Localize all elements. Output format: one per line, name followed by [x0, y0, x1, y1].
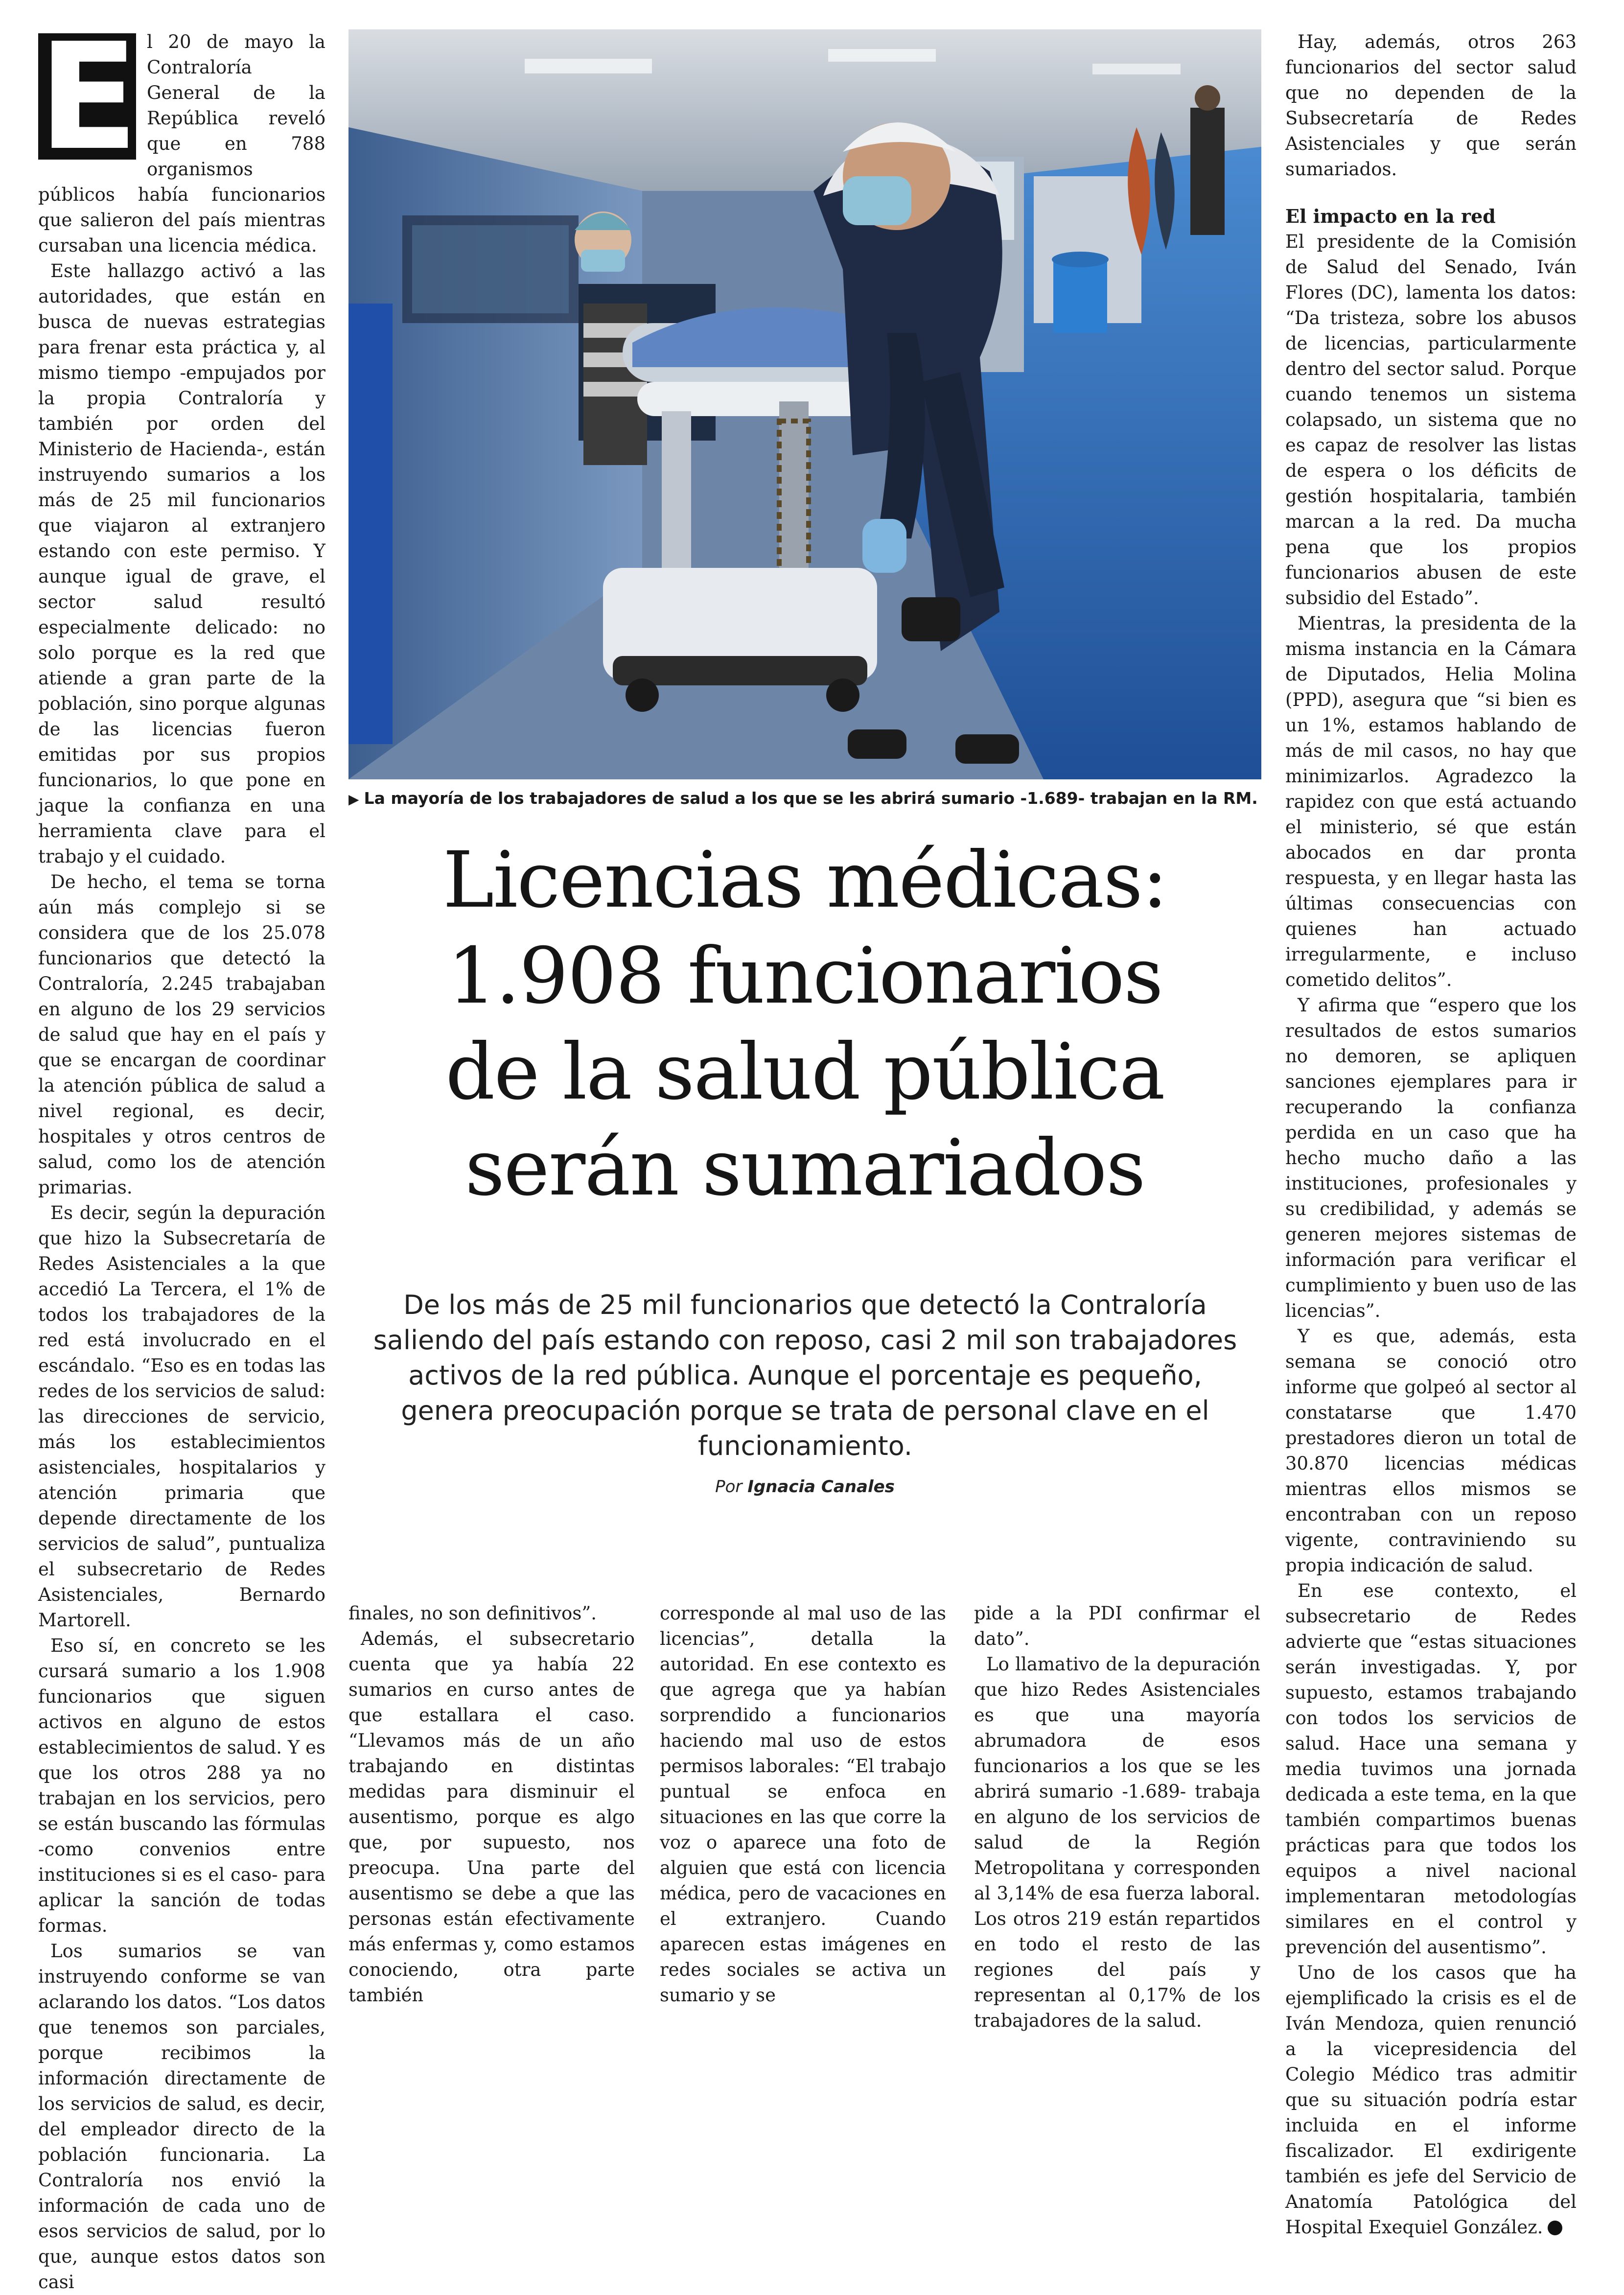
- deck-line: De los más de 25 mil funcionarios que detectó la Contraloría: [403, 1289, 1207, 1320]
- article-paragraph: Es decir, según la depuración que hizo la Subsecretaría de Redes Asistenciales a la que accedió La Tercera, el 1% de todos los trabajadores de la red está involucrado en el escándalo. “Eso es en todas las redes de los servicios de salud: las direcciones de servicio, más los establecimientos asistenciales, hospitalarios y atención primaria que depende directamente de los servicios de salud”, puntualiza el subsecretario de Redes Asistenciales, Bernardo Martorell.: [38, 1202, 325, 1631]
- article-paragraph: Mientras, la presidenta de la misma instancia en la Cámara de Diputados, Helia Molina (PPD), asegura que “si bien es un 1%, estamos hablando de más de mil casos, no hay que minimizarlos. Agradezco la rapidez con que está actuando el ministerio, sé que están abocados en dar pronta respuesta, y en llegar hasta las últimas consecuencias con quienes han actuado irregularmente, e incluso cometido delitos”.: [1285, 613, 1577, 990]
- article-paragraph: De hecho, el tema se torna aún más complejo si se considera que de los 25.078 funcionarios que detectó la Contraloría, 2.245 trabajaban en alguno de los 29 servicios de salud que hay en el país y que se encargan de coordinar la atención pública de salud a nivel regional, es decir, hospitales y otros centros de salud, como los de atención primarias.: [38, 871, 325, 1198]
- article-paragraph: Lo llamativo de la depuración que hizo Redes Asistenciales es que una mayoría abrumadora de esos funcionarios a los que se les abrirá sumario -1.689- trabaja en alguno de los servicios de salud de la Región Metropolitana y corresponden al 3,14% de esa fuerza laboral. Los otros 219 están repartidos en todo el resto de las regiones del país y representan al 0,17% de los trabajadores de la salud.: [974, 1654, 1260, 2031]
- deck-line: saliendo del país estando con reposo, casi 2 mil son trabajadores: [373, 1325, 1237, 1356]
- article-paragraph: corresponde al mal uso de las licencias”, detalla la autoridad. En ese contexto es que agrega que ya habían sorprendido a funcionarios haciendo mal uso de estos permisos laborales: “El trabajo puntual se enfoca en situaciones en las que corre la voz o aparece una foto de alguien que está con licencia médica, pero de vacaciones en el extranjero. Cuando aparecen estas imágenes en redes sociales se activa un sumario y se: [660, 1603, 946, 2006]
- article-paragraph: El presidente de la Comisión de Salud del Senado, Iván Flores (DC), lamenta los datos: “Da tristeza, sobre los abusos de licencias, particularmente dentro del sector salud. Porque cuando tenemos un sistema colapsado, un sistema que no es capaz de resolver las listas de espera o los déficits de gestión hospitalaria, también marcan a la red. Da mucha pena que los propios funcionarios abusen de este subsidio del Estado”.: [1285, 231, 1577, 609]
- hospital-photo-illustration: [348, 29, 1261, 779]
- article-paragraph: finales, no son definitivos”.: [348, 1603, 597, 1624]
- article-paragraph: Hay, además, otros 263 funcionarios del sector salud que no dependen de la Subsecretaría de Redes Asistenciales y que serán sumariados.: [1285, 31, 1577, 180]
- byline-author: Ignacia Canales: [747, 1477, 895, 1497]
- article-paragraph: Y es que, además, esta semana se conoció otro informe que golpeó al sector al constatarse que 1.470 prestadores dieron un total de 30.870 licencias médicas mientras ellos mismos se encontraban con un reposo vigente, contraviniendo su propia indicación de salud.: [1285, 1326, 1577, 1576]
- deck-line: activos de la red pública. Aunque el porcentaje es pequeño,: [408, 1360, 1202, 1391]
- article-column-4: [974, 1601, 1260, 2031]
- caption-triangle-icon: ▶: [348, 791, 359, 807]
- article-paragraph: Eso sí, en concreto se les cursará sumario a los 1.908 funcionarios que siguen activos en alguno de estos establecimientos de salud. Y es que los otros 288 ya no trabajan en los servicios, pero se están buscando las fórmulas -como convenios entre instituciones si es el caso- para aplicar la sanción de todas formas.: [38, 1635, 325, 1936]
- headline: [348, 832, 1261, 1216]
- headline-line: de la salud pública: [445, 1027, 1164, 1117]
- article-paragraph: En ese contexto, el subsecretario de Redes advierte que “estas situaciones serán investigadas. Y, por supuesto, estamos trabajando con todos los servicios de salud. Hace una semana y media tuvimos una jornada dedicada a este tema, en la que también compartimos buenas prácticas para que todos los equipos a nivel nacional implementaran metodologías similares en el control y prevención del ausentismo”.: [1285, 1580, 1577, 1958]
- headline-line: Licencias médicas:: [442, 835, 1167, 925]
- article-paragraph: l 20 de mayo la Contraloría General de la República reveló que en 788 organismos públicos había funcionarios que salieron del país mientras cursaban una licencia médica.: [38, 31, 325, 256]
- drop-cap-letter: E: [38, 12, 139, 183]
- article-paragraph: Los sumarios se van instruyendo conforme se van aclarando los datos. “Los datos que tenemos son parciales, porque recibimos la información directamente de los servicios de salud, es decir, del empleador directo de la población funcionaria. La Contraloría nos envió la información de cada uno de esos servicios de salud, por lo que, aunque estos datos son casi: [38, 1941, 325, 2293]
- deck-subheadline: [362, 1288, 1248, 1464]
- byline-prefix: Por: [715, 1477, 742, 1497]
- article-paragraph-text: Uno de los casos que ha ejemplificado la crisis es el de Iván Mendoza, quien renunció a la vicepresidencia del Colegio Médico tras admitir que su situación podría estar incluida en el informe fiscalizador. El exdirigente también es jefe del Servicio de Anatomía Patológica del Hospital Exequiel González.: [1285, 1962, 1577, 2238]
- photo-caption: [348, 787, 1261, 811]
- end-of-article-icon: [1548, 2221, 1562, 2235]
- headline-line: serán sumariados: [465, 1123, 1145, 1213]
- headline-line: 1.908 funcionarios: [447, 931, 1162, 1021]
- hospital-photo: [348, 29, 1261, 779]
- article-paragraph-last: [1285, 1960, 1577, 2240]
- article-paragraph: Este hallazgo activó a las autoridades, que están en busca de nuevas estrategias para frenar esta práctica y, al mismo tiempo -empujados por la propia Contraloría y también por orden del Ministerio de Hacienda-, están instruyendo sumarios a los más de 25 mil funcionarios que viajaron al extranjero estando con este permiso. Y aunque igual de grave, el sector salud resultó especialmente delicado: no solo porque es la red que atiende a gran parte de la población, sino porque algunas de las licencias fueron emitidas por sus propios funcionarios, lo que pone en jaque la confianza en una herramienta clave para el trabajo y el cuidado.: [38, 260, 325, 867]
- article-paragraph: Además, el subsecretario cuenta que ya había 22 sumarios en curso antes de que estallara el caso. “Llevamos más de un año trabajando en distintas medidas para disminuir el ausentismo, porque es algo que, por supuesto, nos preocupa. Una parte del ausentismo se debe a que las personas están efectivamente más enfermas y, como estamos conociendo, otra parte también: [348, 1628, 635, 2006]
- article-column-1: [38, 12, 325, 2293]
- deck-line: genera preocupación porque se trata de personal clave en el: [401, 1395, 1209, 1426]
- article-column-2: [348, 1601, 635, 2006]
- drop-cap: [38, 12, 139, 183]
- photo-caption-text: La mayoría de los trabajadores de salud a los que se les abrirá sumario -1.689- trabajan en la RM.: [364, 789, 1258, 808]
- article-paragraph: Y afirma que “espero que los resultados de estos sumarios no demoren, se apliquen sanciones ejemplares para ir recuperando la confianza perdida en un caso que ha hecho mucho daño a las instituciones, profesionales y su credibilidad, y además se generen mejores sistemas de información para verificar el cumplimiento y buen uso de las licencias”.: [1285, 995, 1577, 1321]
- byline: [348, 1476, 1261, 1498]
- subheading: El impacto en la red: [1285, 205, 1496, 227]
- article-column-5: [1285, 29, 1577, 2238]
- article-column-3: [660, 1601, 946, 2006]
- deck-line: funcionamiento.: [698, 1430, 912, 1461]
- article-paragraph: pide a la PDI confirmar el dato”.: [974, 1603, 1260, 1649]
